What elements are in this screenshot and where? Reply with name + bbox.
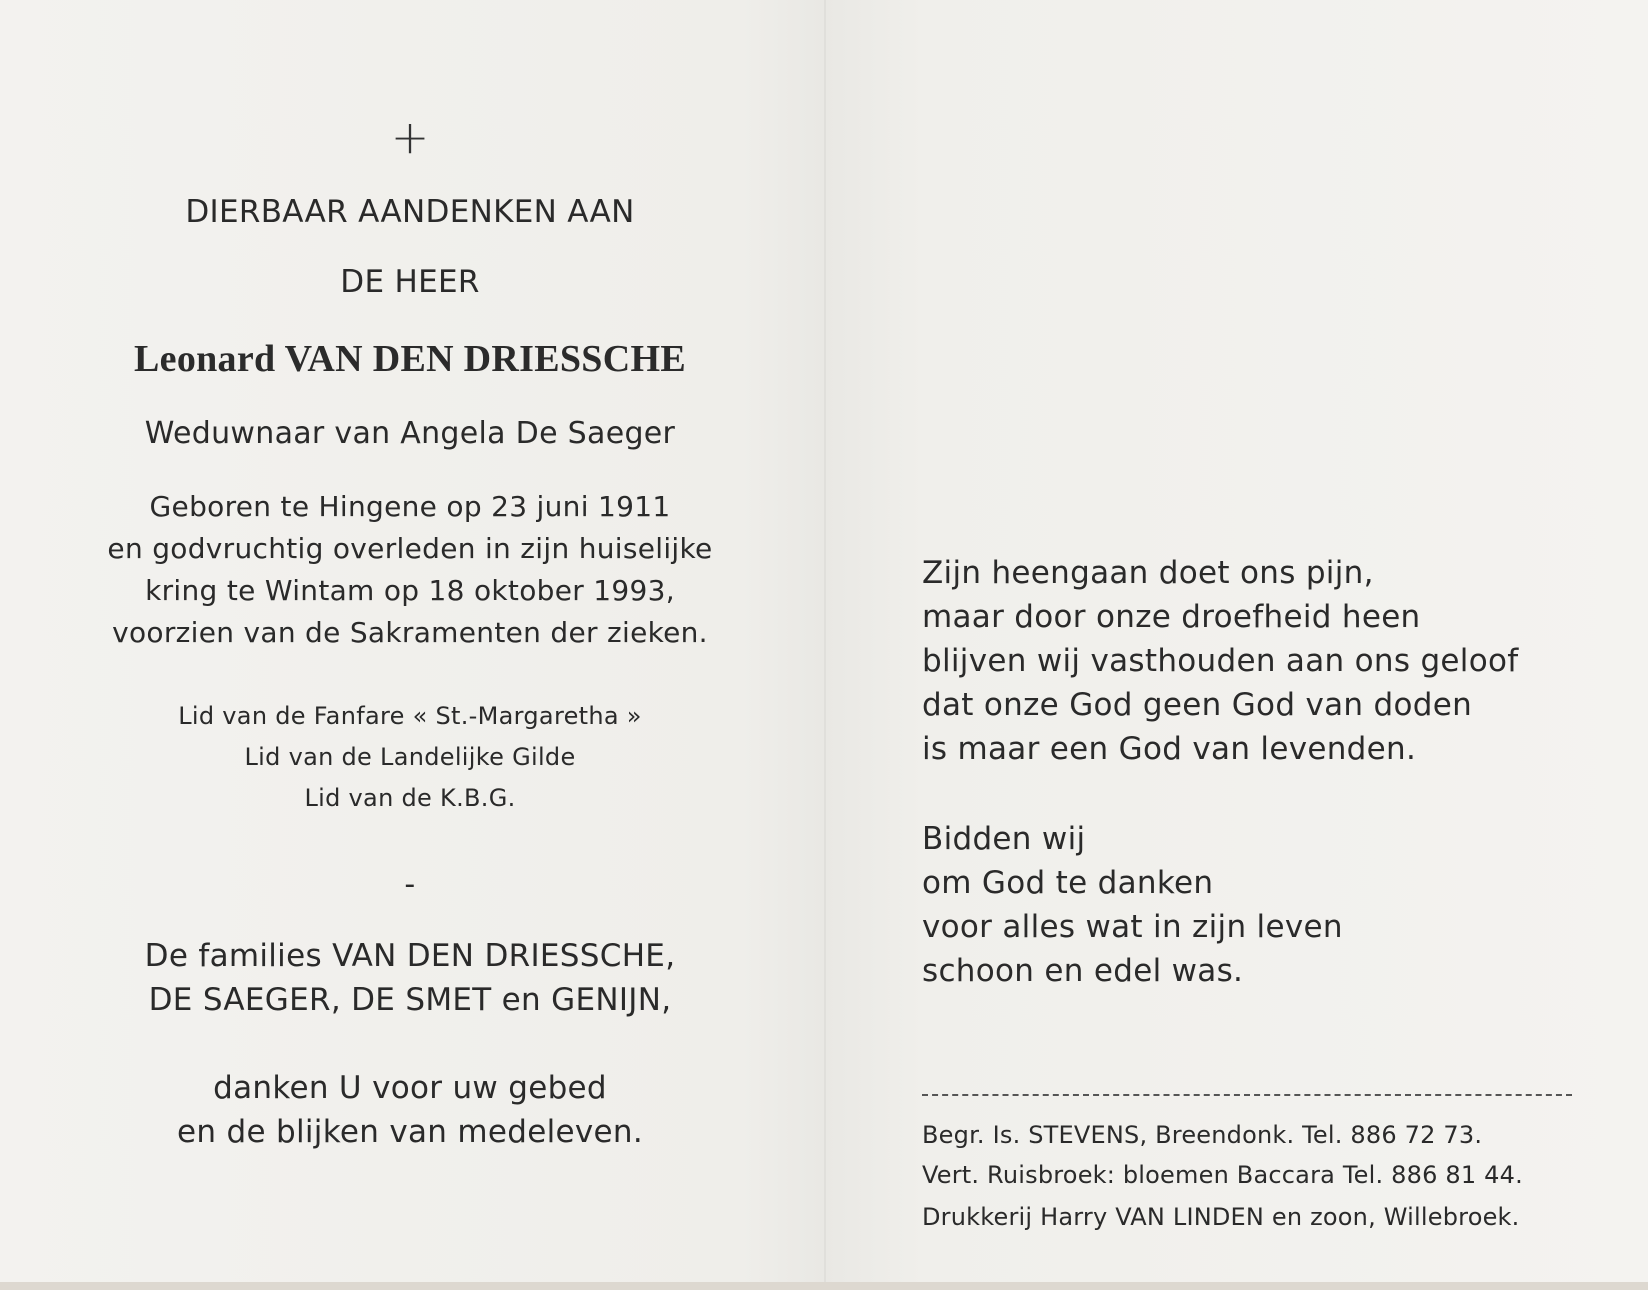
verse-line: maar door onze droefheid heen [922, 599, 1421, 635]
prayer-line: schoon en edel was. [922, 953, 1244, 989]
widow-line: Weduwnaar van Angela De Saeger [144, 416, 676, 451]
bio-line: voorzien van de Sakramenten der zieken. [112, 616, 708, 649]
verse-line: blijven wij vasthouden aan ons geloof [922, 643, 1519, 679]
membership-line: Lid van de K.B.G. [304, 784, 516, 812]
thanks-line: en de blijken van medeleven. [177, 1114, 643, 1150]
bio-line: en godvruchtig overleden in zijn huiselijke [107, 532, 713, 565]
verse-line: dat onze God geen God van doden [922, 687, 1473, 723]
separator-dash: - [404, 867, 416, 902]
credit-line: Drukkerij Harry VAN LINDEN en zoon, Willebroek. [922, 1203, 1520, 1231]
credit-line: Begr. Is. STEVENS, Breendonk. Tel. 886 72 73. [922, 1121, 1483, 1149]
prayer-line: voor alles wat in zijn leven [922, 909, 1343, 945]
families-line: DE SAEGER, DE SMET en GENIJN, [148, 982, 672, 1018]
prayer-line: Bidden wij [922, 821, 1086, 857]
card-bottom-edge [0, 1282, 1648, 1290]
thanks-line: danken U voor uw gebed [213, 1070, 607, 1106]
membership-line: Lid van de Landelijke Gilde [244, 743, 576, 771]
families-line: De families VAN DEN DRIESSCHE, [144, 938, 676, 974]
deceased-name: Leonard VAN DEN DRIESSCHE [134, 338, 686, 380]
prayer-line: om God te danken [922, 865, 1214, 901]
verse-line: Zijn heengaan doet ons pijn, [922, 555, 1374, 591]
honorific-title: DE HEER [340, 264, 480, 300]
credit-line: Vert. Ruisbroek: bloemen Baccara Tel. 886 81 44. [922, 1161, 1523, 1189]
bio-line: Geboren te Hingene op 23 juni 1911 [149, 490, 671, 523]
memorial-heading: DIERBAAR AANDENKEN AAN [185, 194, 635, 230]
card-fold [824, 0, 826, 1290]
cross-symbol: + [390, 110, 430, 164]
verse-line: is maar een God van levenden. [922, 731, 1417, 767]
dashed-divider [922, 1094, 1572, 1096]
bio-line: kring te Wintam op 18 oktober 1993, [145, 574, 675, 607]
membership-line: Lid van de Fanfare « St.-Margaretha » [178, 702, 642, 730]
